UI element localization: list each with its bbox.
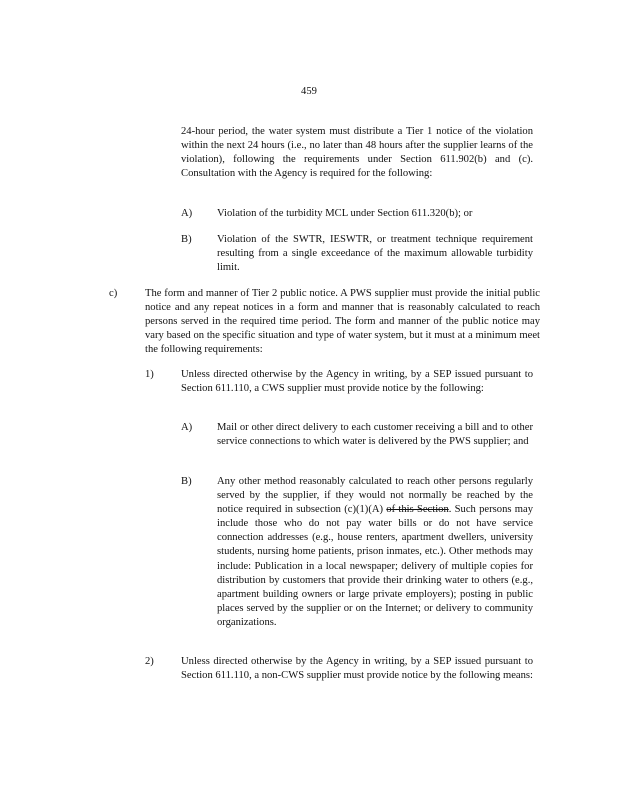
item-1b-text-before: Any other method reasonably calculated to reach other persons regularly served by the supplier, if they would not normally be reached by the notice required in subsection (c)(1)(A) xyxy=(217,476,533,516)
page-number: 459 xyxy=(301,86,317,97)
item-1a-paragraph: Mail or other direct delivery to each customer receiving a bill and to other service connections to which water is delivered by the PWS supplier; and xyxy=(217,422,533,448)
list-marker-b: B) xyxy=(181,234,192,245)
section-c-paragraph: The form and manner of Tier 2 public notice. A PWS supplier must provide the initial public notice and any repeat notices in a form and manner that is reasonably calculated to reach persons served in the required time period. The form and manner of the public notice may vary based on the specific situation and type of water system, but it must at a minimum meet the following requirements: xyxy=(145,288,540,356)
struck-text: of this Section xyxy=(386,504,449,516)
list-marker-a: A) xyxy=(181,208,193,219)
intro-paragraph: 24-hour period, the water system must distribute a Tier 1 notice of the violation within the next 24 hours (i.e., no later than 48 hours after the supplier learns of the violation), following the requirements under Section 611.902(b) and (c). Consultation with the Agency is required for the following: xyxy=(181,126,533,180)
item-1a-marker: A) xyxy=(181,422,193,433)
item-2-marker: 2) xyxy=(145,656,154,667)
item-1-marker: 1) xyxy=(145,369,154,380)
item-1b-text-after: . Such persons may include those who do not pay water bills or do not have service connection addresses (e.g., house renters, apartment dwellers, university students, nursing home patients, prison inmates, etc.). Other methods may include: Publication in a local newspaper; delivery of multiple copies for distribution by customers that provide their drinking water to others (e.g., apartment building owners or large private employers); posting in public places served by the supplier or on the Internet; or delivery to community organizations. xyxy=(217,504,533,628)
item-1-paragraph: Unless directed otherwise by the Agency in writing, by a SEP issued pursuant to Section 611.110, a CWS supplier must provide notice by the following: xyxy=(181,369,533,395)
list-item-a: Violation of the turbidity MCL under Section 611.320(b); or xyxy=(217,208,473,219)
item-1b-marker: B) xyxy=(181,476,192,487)
item-1b-paragraph xyxy=(217,475,533,630)
section-c-marker: c) xyxy=(109,288,118,299)
item-2-paragraph: Unless directed otherwise by the Agency in writing, by a SEP issued pursuant to Section 611.110, a non-CWS supplier must provide notice by the following means: xyxy=(181,656,533,682)
list-item-b: Violation of the SWTR, IESWTR, or treatment technique requirement resulting from a single exceedance of the maximum allowable turbidity limit. xyxy=(217,234,533,274)
